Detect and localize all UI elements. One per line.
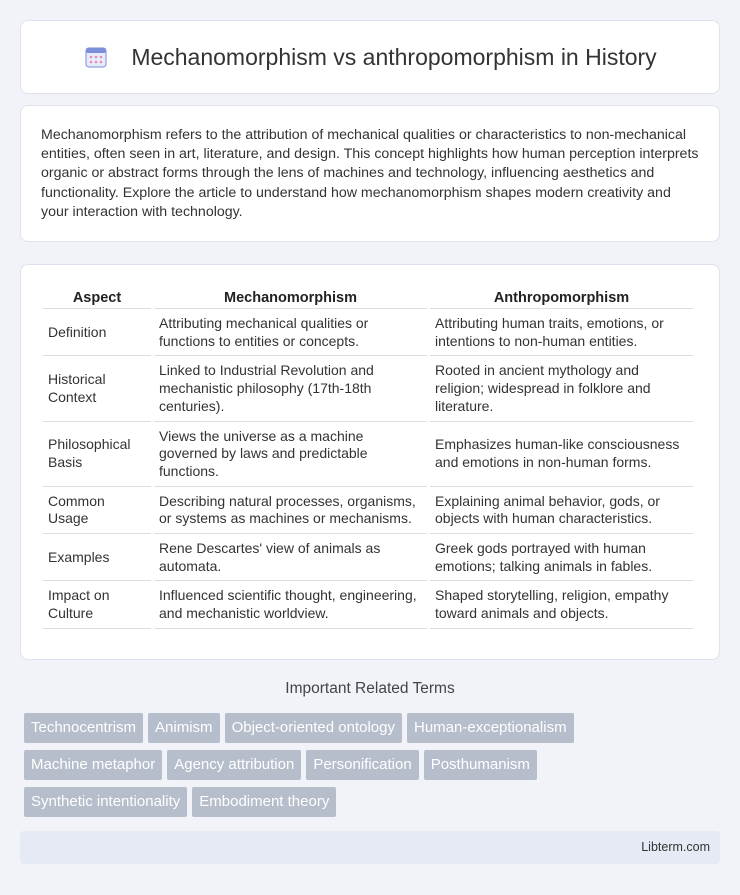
term-chip[interactable]: Personification [306, 750, 418, 780]
row-mechanomorphism: Views the universe as a machine governed by laws and predictable functions. [154, 422, 427, 487]
table-row [43, 487, 693, 534]
row-mechanomorphism: Describing natural processes, organisms, or systems as machines or mechanisms. [154, 487, 427, 534]
table-row [43, 581, 693, 628]
row-aspect: Philosophical Basis [43, 422, 151, 487]
row-anthropomorphism: Explaining animal behavior, gods, or objects with human characteristics. [430, 487, 693, 534]
calendar-grid-icon [83, 44, 109, 70]
term-chip[interactable]: Posthumanism [424, 750, 537, 780]
intro-card [20, 105, 720, 242]
column-header-mechanomorphism: Mechanomorphism [154, 285, 427, 309]
footer-site-link[interactable]: Libterm.com [641, 840, 710, 854]
footer [20, 831, 720, 864]
term-chip[interactable]: Synthetic intentionality [24, 787, 187, 817]
intro-paragraph: Mechanomorphism refers to the attribution of mechanical qualities or characteristics to non-mechanical entities, often seen in art, literature, and design. This concept highlights how human perception interprets organic or abstract forms through the lens of machines and technology, influencing aesthetics and functionality. Explore the article to understand how mechanomorphism shapes modern creativity and your interaction with technology. [41, 127, 699, 220]
term-chip[interactable]: Technocentrism [24, 713, 143, 743]
row-aspect: Common Usage [43, 487, 151, 534]
row-aspect: Impact on Culture [43, 581, 151, 628]
row-aspect: Definition [43, 309, 151, 356]
row-anthropomorphism: Emphasizes human-like consciousness and emotions in non-human forms. [430, 422, 693, 487]
table-header-row [43, 285, 693, 309]
row-anthropomorphism: Shaped storytelling, religion, empathy toward animals and objects. [430, 581, 693, 628]
column-header-aspect: Aspect [43, 285, 151, 309]
term-chip[interactable]: Machine metaphor [24, 750, 162, 780]
row-anthropomorphism: Greek gods portrayed with human emotions; talking animals in fables. [430, 534, 693, 581]
page-title: Mechanomorphism vs anthropomorphism in History [131, 43, 657, 70]
term-chip[interactable]: Human-exceptionalism [407, 713, 574, 743]
comparison-card [20, 264, 720, 660]
related-terms-heading: Important Related Terms [285, 680, 455, 697]
row-mechanomorphism: Rene Descartes' view of animals as automata. [154, 534, 427, 581]
row-mechanomorphism: Attributing mechanical qualities or functions to entities or concepts. [154, 309, 427, 356]
row-anthropomorphism: Rooted in ancient mythology and religion; widespread in folklore and literature. [430, 356, 693, 421]
comparison-table [40, 285, 696, 629]
row-mechanomorphism: Influenced scientific thought, engineering, and mechanistic worldview. [154, 581, 427, 628]
table-row [43, 356, 693, 421]
term-chip[interactable]: Animism [148, 713, 220, 743]
related-terms-list [24, 713, 724, 824]
term-chip[interactable]: Embodiment theory [192, 787, 336, 817]
term-chip[interactable]: Object-oriented ontology [225, 713, 402, 743]
column-header-anthropomorphism: Anthropomorphism [430, 285, 693, 309]
table-row [43, 309, 693, 356]
table-row [43, 534, 693, 581]
row-anthropomorphism: Attributing human traits, emotions, or intentions to non-human entities. [430, 309, 693, 356]
term-chip[interactable]: Agency attribution [167, 750, 301, 780]
title-card [20, 20, 720, 94]
row-mechanomorphism: Linked to Industrial Revolution and mechanistic philosophy (17th-18th centuries). [154, 356, 427, 421]
row-aspect: Examples [43, 534, 151, 581]
row-aspect: Historical Context [43, 356, 151, 421]
table-row [43, 422, 693, 487]
